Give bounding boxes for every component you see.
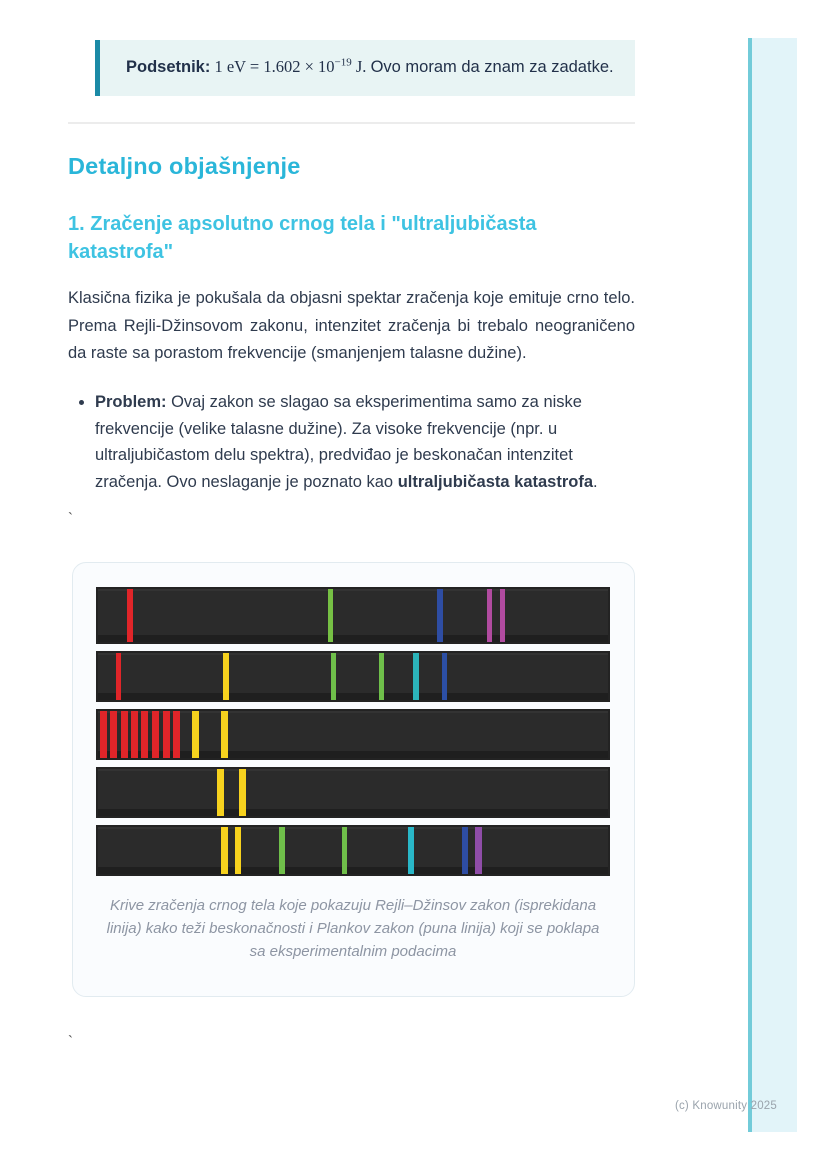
text-run: . <box>593 473 598 492</box>
spectrum-bar-3 <box>96 709 610 760</box>
intro-paragraph: Klasična fizika je pokušala da objasni spektar zračenja koje emituje crno telo. Prema Rejli-Džinsovom zakonu, intenzitet zračenja bi trebalo neograničeno da raste sa porastom frekvencije (smanjenjem talasne dužine). <box>68 289 635 363</box>
spectral-line <box>279 827 285 874</box>
spectral-line <box>437 589 443 642</box>
spectral-line <box>239 769 246 816</box>
section-heading: Detaljno objašnjenje <box>68 153 301 180</box>
text-run: Podsetnik: <box>126 58 211 76</box>
spectral-line <box>235 827 241 874</box>
text-run: ultraljubičasta katastrofa <box>397 473 594 492</box>
spectral-line <box>487 589 492 642</box>
spectral-line <box>223 653 229 700</box>
spectral-line <box>127 589 133 642</box>
spectral-line <box>141 711 148 758</box>
spectral-line <box>152 711 159 758</box>
page-scroll-strip[interactable] <box>748 38 797 1132</box>
text-run: −19 <box>334 56 352 69</box>
spectral-line <box>173 711 180 758</box>
spectral-line <box>192 711 199 758</box>
spectrum-bar-1 <box>96 587 610 644</box>
spectral-line <box>100 711 107 758</box>
spectral-line <box>500 589 505 642</box>
spectral-line <box>342 827 347 874</box>
subsection-heading: 1. Zračenje apsolutno crnog tela i "ultraljubičasta katastrofa" <box>68 213 537 263</box>
spectra-figure <box>72 562 635 997</box>
spectral-line <box>110 711 117 758</box>
problem-bullet <box>95 389 626 496</box>
figure-caption: Krive zračenja crnog tela koje pokazuju Rejli–Džinsov zakon (isprekidana linija) kako teži beskonačnosti i Plankov zakon (puna linija) koji se poklapa sa eksperimentalnim podacima <box>106 896 600 961</box>
text-run: J. <box>351 57 371 76</box>
spectral-line <box>163 711 170 758</box>
spectral-line <box>475 827 482 874</box>
text-run: 1 eV = 1.602 × 10 <box>210 57 335 76</box>
spectral-line <box>221 711 228 758</box>
spectral-line <box>221 827 228 874</box>
text-run: Problem: <box>95 392 167 411</box>
document-content <box>68 0 635 1050</box>
spectral-line <box>121 711 128 758</box>
section-divider <box>68 122 635 124</box>
emission-spectra-image <box>96 587 610 876</box>
reminder-text <box>126 53 615 81</box>
spectral-line <box>462 827 468 874</box>
spectral-line <box>116 653 121 700</box>
text-run: Ovaj zakon se slagao sa eksperimentima samo za niske frekvencije (velike talasne dužine). Za visoke frekvencije (npr. u ultraljubičastom delu spektra), predviđao je beskonačan intenzitet zračenja. Ovo neslaganje je poznato kao <box>95 392 582 492</box>
spectral-line <box>408 827 414 874</box>
reminder-callout <box>95 40 635 96</box>
spectrum-bar-5 <box>96 825 610 876</box>
spectral-line <box>328 589 333 642</box>
spectral-line <box>331 653 336 700</box>
stray-backtick-1: ` <box>68 509 73 527</box>
text-run: Ovo moram da znam za zadatke. <box>370 58 614 76</box>
spectrum-bar-2 <box>96 651 610 702</box>
bullet-list <box>68 389 635 496</box>
spectral-line <box>379 653 384 700</box>
copyright-notice: (c) Knowunity 2025 <box>674 1100 777 1112</box>
spectral-line <box>413 653 419 700</box>
spectral-line <box>442 653 447 700</box>
spectrum-bar-4 <box>96 767 610 818</box>
spectral-line <box>131 711 138 758</box>
spectral-line <box>217 769 224 816</box>
stray-backtick-2: ` <box>68 1032 73 1050</box>
